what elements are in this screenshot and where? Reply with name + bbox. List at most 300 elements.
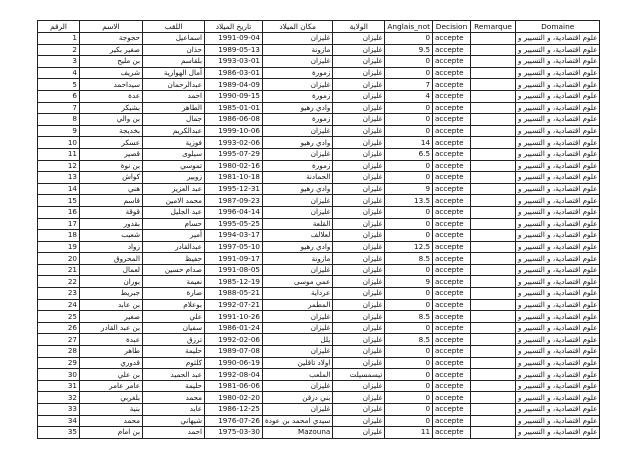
decision-cell: accepte [433,218,471,230]
row-number-cell: 21 [38,264,80,276]
surname-cell: عابد [143,404,205,416]
header-row [38,21,600,33]
name-cell: بخديجة [80,125,143,137]
birth-date-cell: 1997-05-10 [205,241,263,253]
birth-place-cell: غليزان [263,380,333,392]
remarque-cell [471,172,516,184]
wilaya-cell: غليزان [333,56,385,68]
birth-date-cell: 1991-10-26 [205,311,263,323]
table-row [38,206,600,218]
domaine-cell: علوم اقتصادية، و التسيير و [516,404,600,416]
surname-cell: بوعلام [143,299,205,311]
birth-place-cell: عمي موسى [263,276,333,288]
name-cell: بلغربي [80,392,143,404]
birth-place-cell: غليزان [263,79,333,91]
domaine-cell: علوم اقتصادية، و التسيير و [516,218,600,230]
wilaya-cell: غليزان [333,114,385,126]
table-row [38,334,600,346]
anglais-note-cell: 0 [385,380,433,392]
birth-date-cell: 1996-04-14 [205,206,263,218]
birth-date-cell: 1989-05-13 [205,44,263,56]
row-number-cell: 17 [38,218,80,230]
table-row [38,299,600,311]
birth-date-cell: 1993-03-01 [205,56,263,68]
birth-place-cell: وادي رهيو [263,241,333,253]
remarque-cell [471,380,516,392]
birth-date-cell: 1992-02-06 [205,334,263,346]
domaine-cell: علوم اقتصادية، و التسيير و [516,44,600,56]
header-birth-date: تاريخ الميلاد [205,21,263,33]
birth-place-cell: مازونة [263,44,333,56]
name-cell: محمد [80,415,143,427]
table-row [38,264,600,276]
name-cell: بن مليح [80,56,143,68]
wilaya-cell: غليزان [333,137,385,149]
birth-date-cell: 1976-07-26 [205,415,263,427]
domaine-cell: علوم اقتصادية، و التسيير و [516,90,600,102]
row-number-cell: 26 [38,322,80,334]
wilaya-cell: غليزان [333,392,385,404]
anglais-note-cell: 0 [385,56,433,68]
surname-cell: عبد الجليل [143,206,205,218]
wilaya-cell: غليزان [333,380,385,392]
row-number-cell: 28 [38,346,80,358]
name-cell: بوران [80,276,143,288]
decision-cell: accepte [433,427,471,439]
table-row [38,288,600,300]
birth-place-cell: زمورة [263,90,333,102]
birth-date-cell: 1993-02-06 [205,137,263,149]
row-number-cell: 1 [38,33,80,45]
birth-date-cell: 1986-01-24 [205,322,263,334]
domaine-cell: علوم اقتصادية، و التسيير و [516,125,600,137]
remarque-cell [471,56,516,68]
table-row [38,137,600,149]
birth-date-cell: 1989-04-09 [205,79,263,91]
birth-date-cell: 1992-08-04 [205,369,263,381]
decision-cell: accepte [433,67,471,79]
birth-place-cell: غليزان [263,404,333,416]
domaine-cell: علوم اقتصادية، و التسيير و [516,299,600,311]
decision-cell: accepte [433,346,471,358]
anglais-note-cell: 11 [385,427,433,439]
decision-cell: accepte [433,288,471,300]
birth-place-cell: غليزان [263,148,333,160]
decision-cell: accepte [433,102,471,114]
domaine-cell: علوم اقتصادية، و التسيير و [516,253,600,265]
header-anglais: Anglais_not [385,21,433,33]
wilaya-cell: غليزان [333,334,385,346]
birth-date-cell: 1987-09-23 [205,195,263,207]
name-cell: بشيكر [80,102,143,114]
birth-place-cell: Mazouna [263,427,333,439]
row-number-cell: 29 [38,357,80,369]
wilaya-cell: غليزان [333,427,385,439]
surname-cell: حليمة [143,380,205,392]
remarque-cell [471,160,516,172]
name-cell: بن والي [80,114,143,126]
table-row [38,90,600,102]
wilaya-cell: غليزان [333,44,385,56]
name-cell: حجوجة [80,33,143,45]
wilaya-cell: غليزان [333,415,385,427]
name-cell: صغير [80,311,143,323]
birth-date-cell: 1981-10-18 [205,172,263,184]
remarque-cell [471,67,516,79]
remarque-cell [471,102,516,114]
anglais-note-cell: 0 [385,172,433,184]
wilaya-cell: غليزان [333,288,385,300]
remarque-cell [471,427,516,439]
anglais-note-cell: 12.5 [385,241,433,253]
anglais-note-cell: 0 [385,288,433,300]
birth-place-cell: مازونة [263,253,333,265]
anglais-note-cell: 0 [385,67,433,79]
birth-place-cell: زمورة [263,160,333,172]
birth-place-cell: المطمر [263,299,333,311]
row-number-cell: 3 [38,56,80,68]
surname-cell: صدام حسين [143,264,205,276]
remarque-cell [471,415,516,427]
table-row [38,148,600,160]
decision-cell: accepte [433,253,471,265]
name-cell: جبريط [80,288,143,300]
decision-cell: accepte [433,160,471,172]
wilaya-cell: غليزان [333,357,385,369]
birth-place-cell: وادي رهيو [263,137,333,149]
decision-cell: accepte [433,241,471,253]
anglais-note-cell: 0 [385,369,433,381]
row-number-cell: 34 [38,415,80,427]
header-num: الرقم [38,21,80,33]
row-number-cell: 27 [38,334,80,346]
birth-date-cell: 1986-03-01 [205,67,263,79]
table-row [38,79,600,91]
row-number-cell: 2 [38,44,80,56]
row-number-cell: 11 [38,148,80,160]
domaine-cell: علوم اقتصادية، و التسيير و [516,241,600,253]
wilaya-cell: غليزان [333,33,385,45]
remarque-cell [471,299,516,311]
decision-cell: accepte [433,148,471,160]
remarque-cell [471,392,516,404]
row-number-cell: 35 [38,427,80,439]
remarque-cell [471,404,516,416]
domaine-cell: علوم اقتصادية، و التسيير و [516,322,600,334]
wilaya-cell: غليزان [333,311,385,323]
remarque-cell [471,357,516,369]
birth-date-cell: 1986-06-08 [205,114,263,126]
wilaya-cell: غليزان [333,90,385,102]
row-number-cell: 6 [38,90,80,102]
table-row [38,369,600,381]
surname-cell: علي [143,311,205,323]
row-number-cell: 9 [38,125,80,137]
domaine-cell: علوم اقتصادية، و التسيير و [516,288,600,300]
name-cell: قدوري [80,357,143,369]
row-number-cell: 22 [38,276,80,288]
domaine-cell: علوم اقتصادية، و التسيير و [516,415,600,427]
birth-place-cell: سيدي امحمد بن عودة [263,415,333,427]
table-row [38,230,600,242]
wilaya-cell: غليزان [333,346,385,358]
surname-cell: عبد الحميد [143,369,205,381]
anglais-note-cell: 4 [385,90,433,102]
anglais-note-cell: 9.5 [385,44,433,56]
domaine-cell: علوم اقتصادية، و التسيير و [516,137,600,149]
table-row [38,33,600,45]
name-cell: زواد [80,241,143,253]
domaine-cell: علوم اقتصادية، و التسيير و [516,357,600,369]
anglais-note-cell: 0 [385,102,433,114]
anglais-note-cell: 7 [385,79,433,91]
birth-place-cell: الحمادنة [263,172,333,184]
anglais-note-cell: 0 [385,415,433,427]
remarque-cell [471,322,516,334]
decision-cell: accepte [433,230,471,242]
remarque-cell [471,288,516,300]
table-row [38,276,600,288]
header-birth-place: مكان الميلاد [263,21,333,33]
birth-place-cell: بني درقن [263,392,333,404]
name-cell: صغير بكير [80,44,143,56]
birth-place-cell: لعلالف [263,230,333,242]
table-row [38,427,600,439]
name-cell: بن امام [80,427,143,439]
table-row [38,392,600,404]
anglais-note-cell: 8.5 [385,253,433,265]
remarque-cell [471,369,516,381]
decision-cell: accepte [433,195,471,207]
decision-cell: accepte [433,44,471,56]
wilaya-cell: غليزان [333,322,385,334]
surname-cell: حليمة [143,346,205,358]
row-number-cell: 23 [38,288,80,300]
remarque-cell [471,195,516,207]
birth-date-cell: 1990-09-15 [205,90,263,102]
surname-cell: زوبير [143,172,205,184]
table-row [38,183,600,195]
birth-place-cell: عرداية [263,288,333,300]
decision-cell: accepte [433,125,471,137]
header-surname: اللقب [143,21,205,33]
table-row [38,125,600,137]
wilaya-cell: غليزان [333,183,385,195]
remarque-cell [471,137,516,149]
domaine-cell: علوم اقتصادية، و التسيير و [516,67,600,79]
domaine-cell: علوم اقتصادية، و التسيير و [516,311,600,323]
surname-cell: سيلوى [143,148,205,160]
decision-cell: accepte [433,380,471,392]
wilaya-cell: غليزان [333,206,385,218]
domaine-cell: علوم اقتصادية، و التسيير و [516,102,600,114]
decision-cell: accepte [433,33,471,45]
remarque-cell [471,125,516,137]
name-cell: طاهر [80,346,143,358]
remarque-cell [471,148,516,160]
domaine-cell: علوم اقتصادية، و التسيير و [516,334,600,346]
surname-cell: حذان [143,44,205,56]
wilaya-cell: غليزان [333,79,385,91]
domaine-cell: علوم اقتصادية، و التسيير و [516,264,600,276]
row-number-cell: 7 [38,102,80,114]
wilaya-cell: غليزان [333,125,385,137]
domaine-cell: علوم اقتصادية، و التسيير و [516,33,600,45]
birth-place-cell: غليزان [263,195,333,207]
table-row [38,67,600,79]
birth-place-cell: القلعة [263,218,333,230]
surname-cell: عبدالكريم [143,125,205,137]
wilaya-cell: غليزان [333,404,385,416]
name-cell: كواش [80,172,143,184]
domaine-cell: علوم اقتصادية، و التسيير و [516,183,600,195]
surname-cell: نعيمة [143,276,205,288]
birth-date-cell: 1995-05-25 [205,218,263,230]
row-number-cell: 25 [38,311,80,323]
table-row [38,195,600,207]
surname-cell: صارة [143,288,205,300]
surname-cell: احمد [143,90,205,102]
birth-date-cell: 1995-12-31 [205,183,263,195]
decision-cell: accepte [433,404,471,416]
remarque-cell [471,241,516,253]
table-row [38,241,600,253]
birth-date-cell: 1991-08-05 [205,264,263,276]
surname-cell: ترزق [143,334,205,346]
remarque-cell [471,79,516,91]
surname-cell: محمد [143,392,205,404]
header-name: الاسم [80,21,143,33]
anglais-note-cell: 0 [385,346,433,358]
birth-place-cell: غليزان [263,346,333,358]
birth-place-cell: غليزان [263,264,333,276]
decision-cell: accepte [433,79,471,91]
decision-cell: accepte [433,172,471,184]
table-row [38,346,600,358]
surname-cell: محمد الامين [143,195,205,207]
birth-date-cell: 1991-09-04 [205,33,263,45]
table-row [38,357,600,369]
birth-date-cell: 1986-12-25 [205,404,263,416]
decision-cell: accepte [433,56,471,68]
remarque-cell [471,90,516,102]
name-cell: بنية [80,404,143,416]
surname-cell: عبدالقادر [143,241,205,253]
anglais-note-cell: 0 [385,357,433,369]
table-row [38,160,600,172]
decision-cell: accepte [433,415,471,427]
table-row [38,44,600,56]
wilaya-cell: غليزان [333,230,385,242]
decision-cell: accepte [433,392,471,404]
birth-place-cell: اولاد تاقلين [263,357,333,369]
name-cell: عامر عامر [80,380,143,392]
decision-cell: accepte [433,264,471,276]
anglais-note-cell: 0 [385,160,433,172]
birth-date-cell: 1999-10-06 [205,125,263,137]
birth-date-cell: 1992-07-21 [205,299,263,311]
anglais-note-cell: 8.5 [385,334,433,346]
domaine-cell: علوم اقتصادية، و التسيير و [516,160,600,172]
anglais-note-cell: 0 [385,299,433,311]
birth-place-cell: زمورة [263,114,333,126]
decision-cell: accepte [433,311,471,323]
decision-cell: accepte [433,114,471,126]
name-cell: بن نوة [80,160,143,172]
birth-place-cell: يلل [263,334,333,346]
anglais-note-cell: 6.5 [385,148,433,160]
row-number-cell: 19 [38,241,80,253]
candidates-table [37,20,600,439]
anglais-note-cell: 0 [385,230,433,242]
row-number-cell: 5 [38,79,80,91]
row-number-cell: 16 [38,206,80,218]
wilaya-cell: غليزان [333,195,385,207]
birth-date-cell: 1988-05-21 [205,288,263,300]
domaine-cell: علوم اقتصادية، و التسيير و [516,427,600,439]
name-cell: بقدور [80,218,143,230]
wilaya-cell: غليزان [333,102,385,114]
surname-cell: احمد [143,427,205,439]
birth-place-cell: غليزان [263,33,333,45]
anglais-note-cell: 0 [385,206,433,218]
table-row [38,253,600,265]
table-row [38,56,600,68]
surname-cell: شيهاني [143,415,205,427]
remarque-cell [471,334,516,346]
name-cell: شريف [80,67,143,79]
domaine-cell: علوم اقتصادية، و التسيير و [516,79,600,91]
surname-cell: حفيظ [143,253,205,265]
birth-place-cell: غليزان [263,311,333,323]
table-row [38,415,600,427]
anglais-note-cell: 14 [385,137,433,149]
table-row [38,218,600,230]
wilaya-cell: غليزان [333,299,385,311]
row-number-cell: 10 [38,137,80,149]
decision-cell: accepte [433,322,471,334]
anglais-note-cell: 0 [385,125,433,137]
name-cell: سيداحمد [80,79,143,91]
surname-cell: اسماعيل [143,33,205,45]
remarque-cell [471,264,516,276]
decision-cell: accepte [433,357,471,369]
row-number-cell: 18 [38,230,80,242]
surname-cell: جمال [143,114,205,126]
anglais-note-cell: 9 [385,276,433,288]
birth-date-cell: 1995-07-29 [205,148,263,160]
decision-cell: accepte [433,369,471,381]
remarque-cell [471,218,516,230]
wilaya-cell: غليزان [333,241,385,253]
wilaya-cell: غليزان [333,264,385,276]
wilaya-cell: غليزان [333,148,385,160]
surname-cell: آمال الهوارية [143,67,205,79]
row-number-cell: 31 [38,380,80,392]
surname-cell: حسام [143,218,205,230]
row-number-cell: 20 [38,253,80,265]
birth-date-cell: 1990-06-19 [205,357,263,369]
birth-place-cell: غليزان [263,56,333,68]
name-cell: لعمال [80,264,143,276]
anglais-note-cell: 0 [385,264,433,276]
name-cell: المحروق [80,253,143,265]
birth-date-cell: 1975-03-30 [205,427,263,439]
table-row [38,114,600,126]
wilaya-cell: غليزان [333,67,385,79]
name-cell: شعيب [80,230,143,242]
anglais-note-cell: 0 [385,218,433,230]
